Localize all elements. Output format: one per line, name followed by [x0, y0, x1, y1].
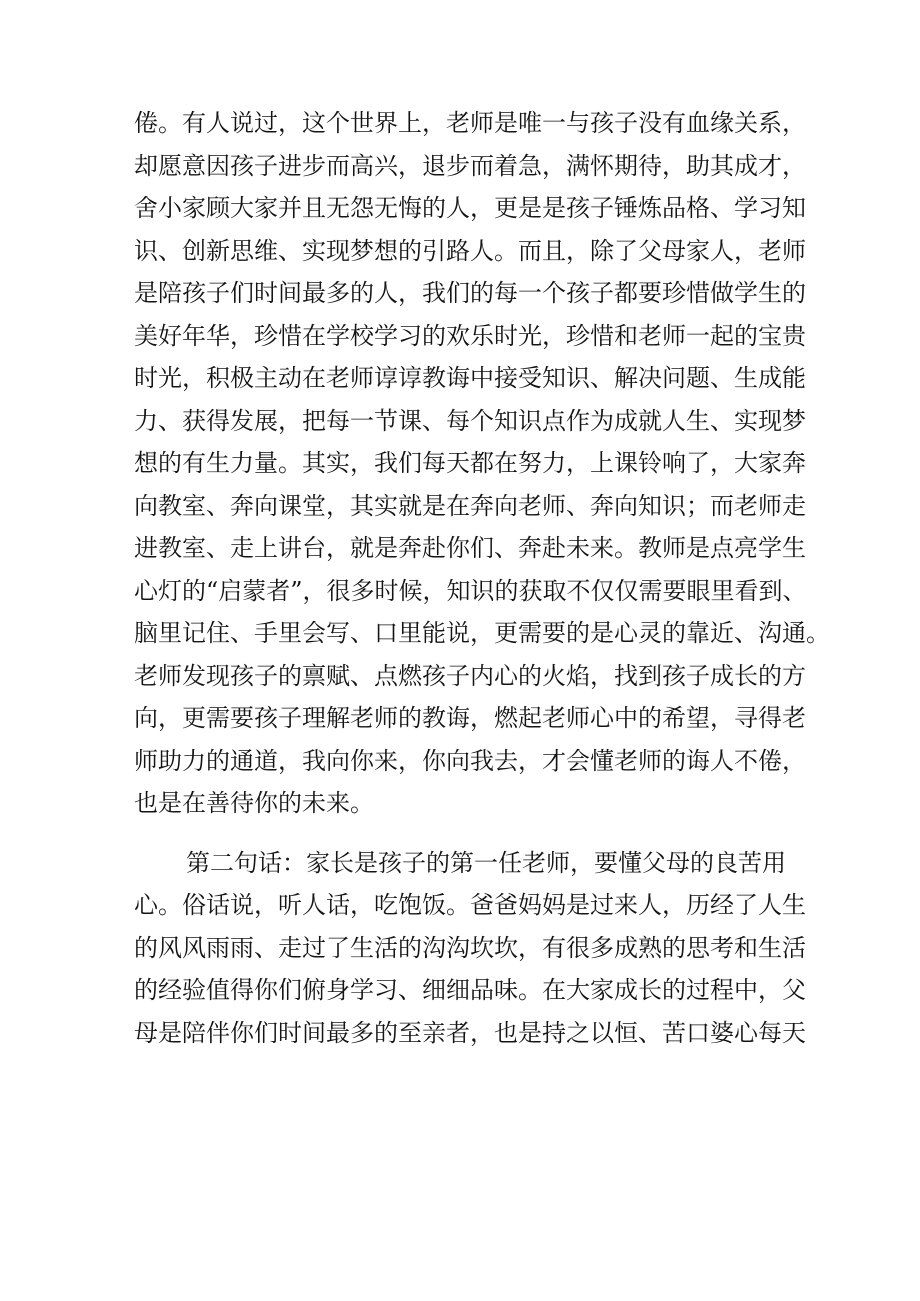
document-page — [134, 102, 830, 1054]
text-line: 的风风雨雨、走过了生活的沟沟坎坎，有很多成熟的思考和生活 — [134, 933, 806, 962]
text-line: 想的有生力量。其实，我们每天都在努力，上课铃响了，大家奔 — [134, 449, 806, 477]
text-line: 时光，积极主动在老师谆谆教诲中接受知识、解决问题、生成能 — [134, 364, 806, 392]
text-line: 母是陪伴你们时间最多的至亲者，也是持之以恒、苦口婆心每天 — [134, 1018, 806, 1047]
text-line: 第二句话：家长是孩子的第一任老师，要懂父母的良苦用 — [186, 848, 786, 877]
text-line: 师助力的通道，我向你来，你向我去，才会懂老师的诲人不倦， — [134, 746, 806, 775]
text-line: 也是在善待你的未来。 — [134, 789, 374, 817]
paragraph-1 — [134, 102, 830, 825]
text-line: 是陪孩子们时间最多的人，我们的每一个孩子都要珍惜做学生的 — [134, 279, 806, 307]
text-line: 倦。有人说过，这个世界上，老师是唯一与孩子没有血缘关系， — [134, 109, 806, 137]
text-line: 舍小家顾大家并且无怨无悔的人，更是是孩子锤炼品格、学习知 — [134, 194, 806, 222]
text-line: 进教室、走上讲台，就是奔赴你们、奔赴未来。教师是点亮学生 — [134, 534, 806, 562]
text-line: 的经验值得你们俯身学习、细细品味。在大家成长的过程中，父 — [134, 976, 806, 1004]
text-line: 心灯的“启蒙者”，很多时候，知识的获取不仅仅需要眼里看到、 — [134, 576, 807, 605]
text-line: 向，更需要孩子理解老师的教诲，燃起老师心中的希望，寻得老 — [134, 704, 806, 732]
paragraph-spacer — [134, 825, 786, 842]
text-line: 识、创新思维、实现梦想的引路人。而且，除了父母家人，老师 — [134, 236, 806, 265]
text-line: 心。俗话说，听人话，吃饱饭。爸爸妈妈是过来人，历经了人生 — [134, 891, 806, 919]
text-line: 力、获得发展，把每一节课、每个知识点作为成就人生、实现梦 — [134, 406, 806, 435]
text-line: 脑里记住、手里会写、口里能说，更需要的是心灵的靠近、沟通。 — [134, 619, 830, 647]
text-line: 向教室、奔向课堂，其实就是在奔向老师、奔向知识；而老师走 — [134, 491, 806, 520]
paragraph-2 — [134, 842, 806, 1055]
text-line: 美好年华，珍惜在学校学习的欢乐时光，珍惜和老师一起的宝贵 — [134, 321, 806, 350]
text-line: 却愿意因孩子进步而高兴，退步而着急，满怀期待，助其成才， — [134, 151, 806, 180]
text-line: 老师发现孩子的禀赋、点燃孩子内心的火焰，找到孩子成长的方 — [134, 661, 806, 690]
